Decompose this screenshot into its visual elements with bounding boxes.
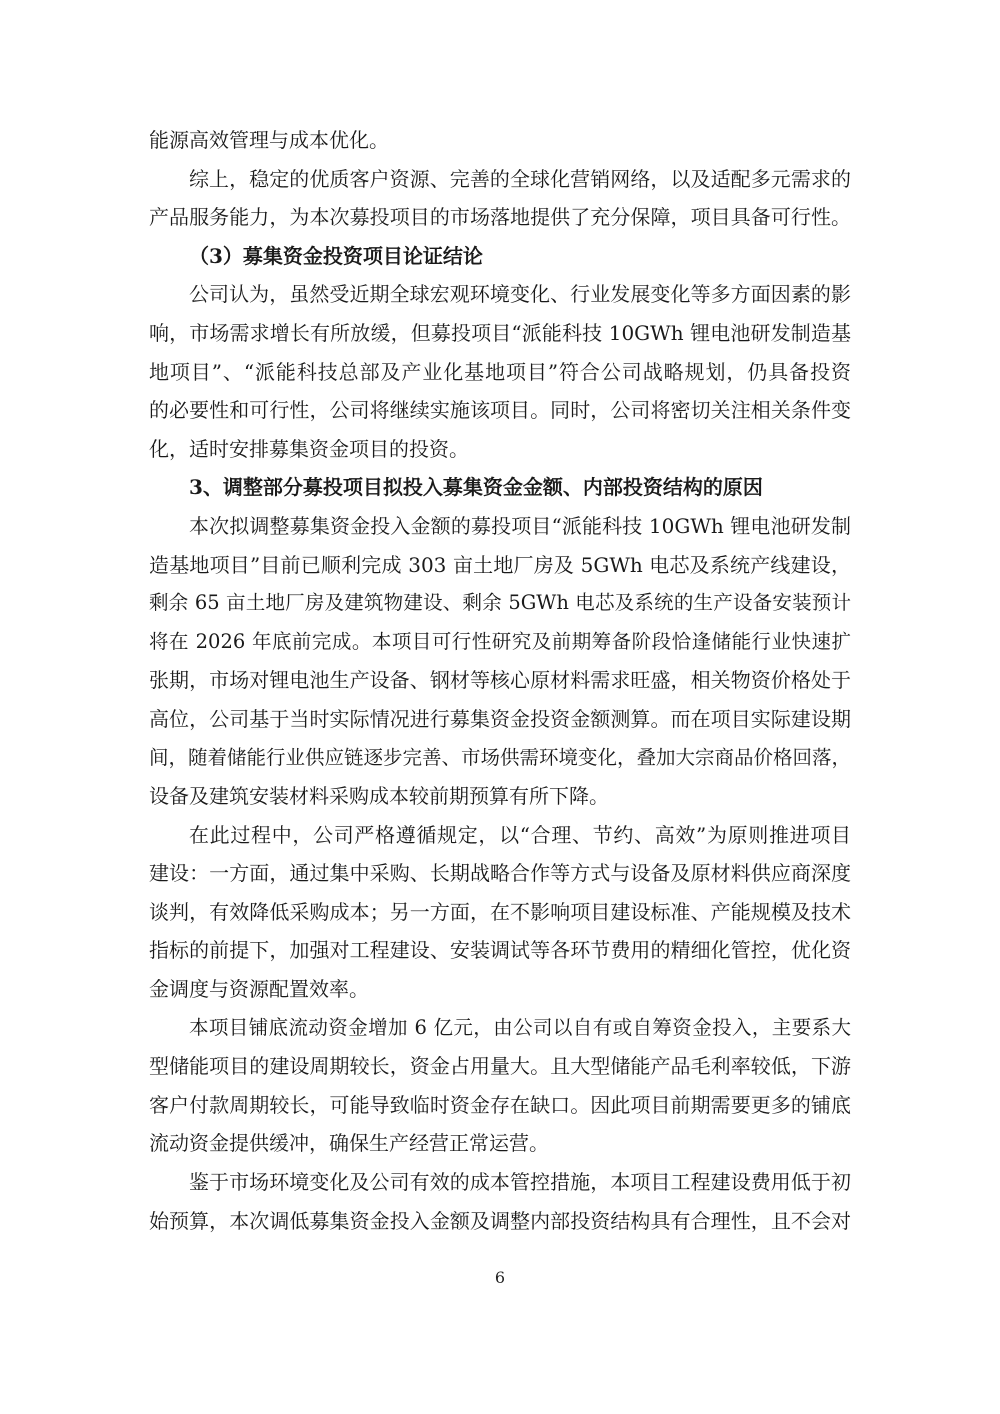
paragraph-line: 客户付款周期较长，可能导致临时资金存在缺口。因此项目前期需要更多的铺底 (149, 1092, 851, 1117)
paragraph-line: 的必要性和可行性，公司将继续实施该项目。同时，公司将密切关注相关条件变 (149, 398, 851, 423)
paragraph-line: 始预算，本次调低募集资金投入金额及调整内部投资结构具有合理性，且不会对 (149, 1208, 851, 1233)
paragraph-line: 在此过程中，公司严格遵循规定，以“合理、节约、高效”为原则推进项目 (189, 822, 851, 847)
paragraph-line: 公司认为，虽然受近期全球宏观环境变化、行业发展变化等多方面因素的影 (189, 282, 851, 307)
paragraph-line: 流动资金提供缓冲，确保生产经营正常运营。 (149, 1131, 549, 1156)
paragraph-line: 产品服务能力，为本次募投项目的市场落地提供了充分保障，项目具备可行性。 (149, 205, 851, 230)
document-body (149, 121, 851, 1240)
paragraph-line: 造基地项目”目前已顺利完成 303 亩土地厂房及 5GWh 电芯及系统产线建设， (149, 552, 851, 577)
paragraph-line: 将在 2026 年底前完成。本项目可行性研究及前期筹备阶段恰逢储能行业快速扩 (149, 629, 851, 653)
paragraph-line: 鉴于市场环境变化及公司有效的成本管控措施，本项目工程建设费用低于初 (189, 1170, 851, 1195)
section-heading: （3）募集资金投资项目论证结论 (189, 243, 483, 268)
paragraph-line: 本次拟调整募集资金投入金额的募投项目“派能科技 10GWh 锂电池研发制 (189, 513, 851, 538)
page-number: 6 (494, 1268, 506, 1287)
paragraph-line: 化，适时安排募集资金项目的投资。 (149, 436, 469, 461)
paragraph-line: 张期，市场对锂电池生产设备、钢材等核心原材料需求旺盛，相关物资价格处于 (149, 668, 851, 693)
section-heading: 3、调整部分募投项目拟投入募集资金金额、内部投资结构的原因 (189, 475, 763, 500)
paragraph-line: 间，随着储能行业供应链逐步完善、市场供需环境变化，叠加大宗商品价格回落， (149, 745, 852, 769)
paragraph-line: 综上，稳定的优质客户资源、完善的全球化营销网络，以及适配多元需求的 (189, 166, 851, 191)
paragraph-line: 指标的前提下，加强对工程建设、安装调试等各环节费用的精细化管控，优化资 (149, 938, 851, 963)
paragraph-line: 地项目”、“派能科技总部及产业化基地项目”符合公司战略规划，仍具备投资 (149, 359, 851, 384)
paragraph-line: 设备及建筑安装材料采购成本较前期预算有所下降。 (149, 784, 609, 809)
paragraph-line: 响，市场需求增长有所放缓，但募投项目“派能科技 10GWh 锂电池研发制造基 (149, 320, 851, 345)
paragraph-line: 高位，公司基于当时实际情况进行募集资金投资金额测算。而在项目实际建设期 (149, 706, 851, 731)
paragraph-line: 本项目铺底流动资金增加 6 亿元，由公司以自有或自筹资金投入，主要系大 (189, 1015, 851, 1039)
paragraph-line: 建设：一方面，通过集中采购、长期战略合作等方式与设备及原材料供应商深度 (149, 861, 851, 886)
paragraph-line: 型储能项目的建设周期较长，资金占用量大。且大型储能产品毛利率较低，下游 (149, 1054, 851, 1079)
paragraph-line: 能源高效管理与成本优化。 (149, 128, 389, 152)
paragraph-line: 谈判，有效降低采购成本；另一方面，在不影响项目建设标准、产能规模及技术 (149, 899, 851, 924)
paragraph-line: 金调度与资源配置效率。 (149, 977, 369, 1002)
paragraph-line: 剩余 65 亩土地厂房及建筑物建设、剩余 5GWh 电芯及系统的生产设备安装预计 (149, 591, 851, 615)
